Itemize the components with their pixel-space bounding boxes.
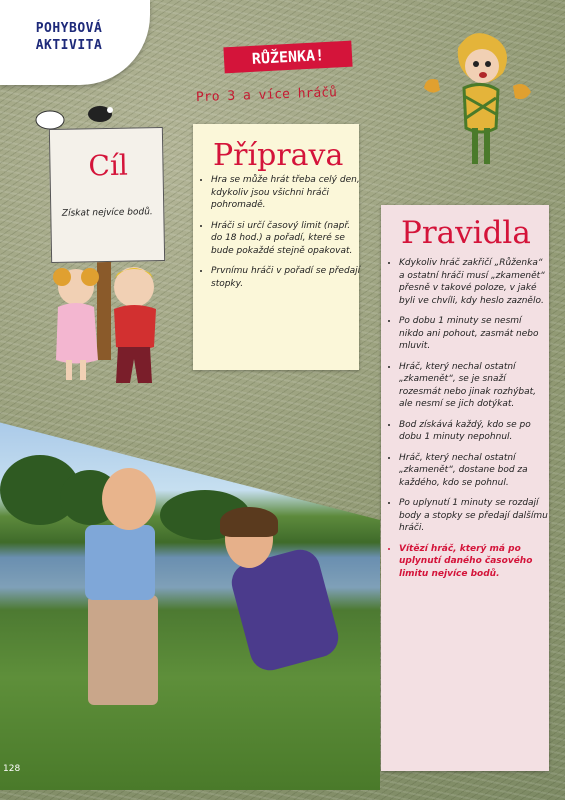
list-item: • Bod získává každý, kdo se po dobu 1 minuty nepohnul. xyxy=(399,419,549,444)
rules-panel xyxy=(381,205,549,771)
goal-sign xyxy=(49,127,165,263)
list-item: • Kdykoliv hráč zakřičí „Růženka“ a ostatní hráči musí „zkamenět“ přesně v takové poloze, v jaké byli ve chvíli, kdy heslo zaznělo. xyxy=(399,257,549,307)
kids-illustration xyxy=(38,255,188,395)
list-item: • Po uplynutí 1 minuty se rozdají body a stopky se předají dalšímu hráči. xyxy=(399,497,549,535)
players-count: Pro 3 a více hráčů xyxy=(195,85,338,106)
girl-hair xyxy=(220,507,278,537)
preparation-title: Příprava xyxy=(213,138,344,173)
boy-shirt xyxy=(85,525,155,600)
boy-legs xyxy=(88,595,158,705)
section-label xyxy=(14,20,124,54)
game-title: RŮŽENKA! xyxy=(223,41,352,74)
preparation-list xyxy=(197,174,361,298)
section-label-line2: AKTIVITA xyxy=(35,38,103,53)
boy-head xyxy=(102,468,156,530)
rules-title: Pravidla xyxy=(401,215,531,251)
list-item: • Prvnímu hráči v pořadí se předají stopky. xyxy=(211,265,361,290)
section-label-line1: POHYBOVÁ xyxy=(35,21,103,36)
list-item: • Hráč, který nechal ostatní „zkamenět“, se je snaží rozesmát nebo jinak rozhýbat, ale nesmí se jich dotýkat. xyxy=(399,361,549,411)
list-item: • Hra se může hrát třeba celý den, kdykoliv jsou všichni hráči pohromadě. xyxy=(211,174,361,212)
preparation-panel xyxy=(193,124,359,370)
list-item: • Hráč, který nechal ostatní „zkamenět“, dostane bod za každého, kdo se pohnul. xyxy=(399,452,549,490)
section-badge xyxy=(0,0,150,85)
girl-illustration xyxy=(418,18,553,178)
goal-text: Získat nejvíce bodů. xyxy=(61,207,153,219)
children-photo xyxy=(0,415,380,790)
winner-rule: • Vítězí hráč, který má po uplynutí daného časového limitu nejvíce bodů. xyxy=(399,543,549,581)
page-number: 128 xyxy=(3,764,21,774)
list-item: • Hráči si určí časový limit (např. do 18 hod.) a pořadí, které se bude pokaždé stejně opakovat. xyxy=(211,220,361,258)
list-item: • Po dobu 1 minuty se nesmí nikdo ani pohout, zasmát nebo mluvit. xyxy=(399,315,549,353)
goal-title: Cíl xyxy=(88,148,129,183)
rules-list xyxy=(387,257,549,588)
